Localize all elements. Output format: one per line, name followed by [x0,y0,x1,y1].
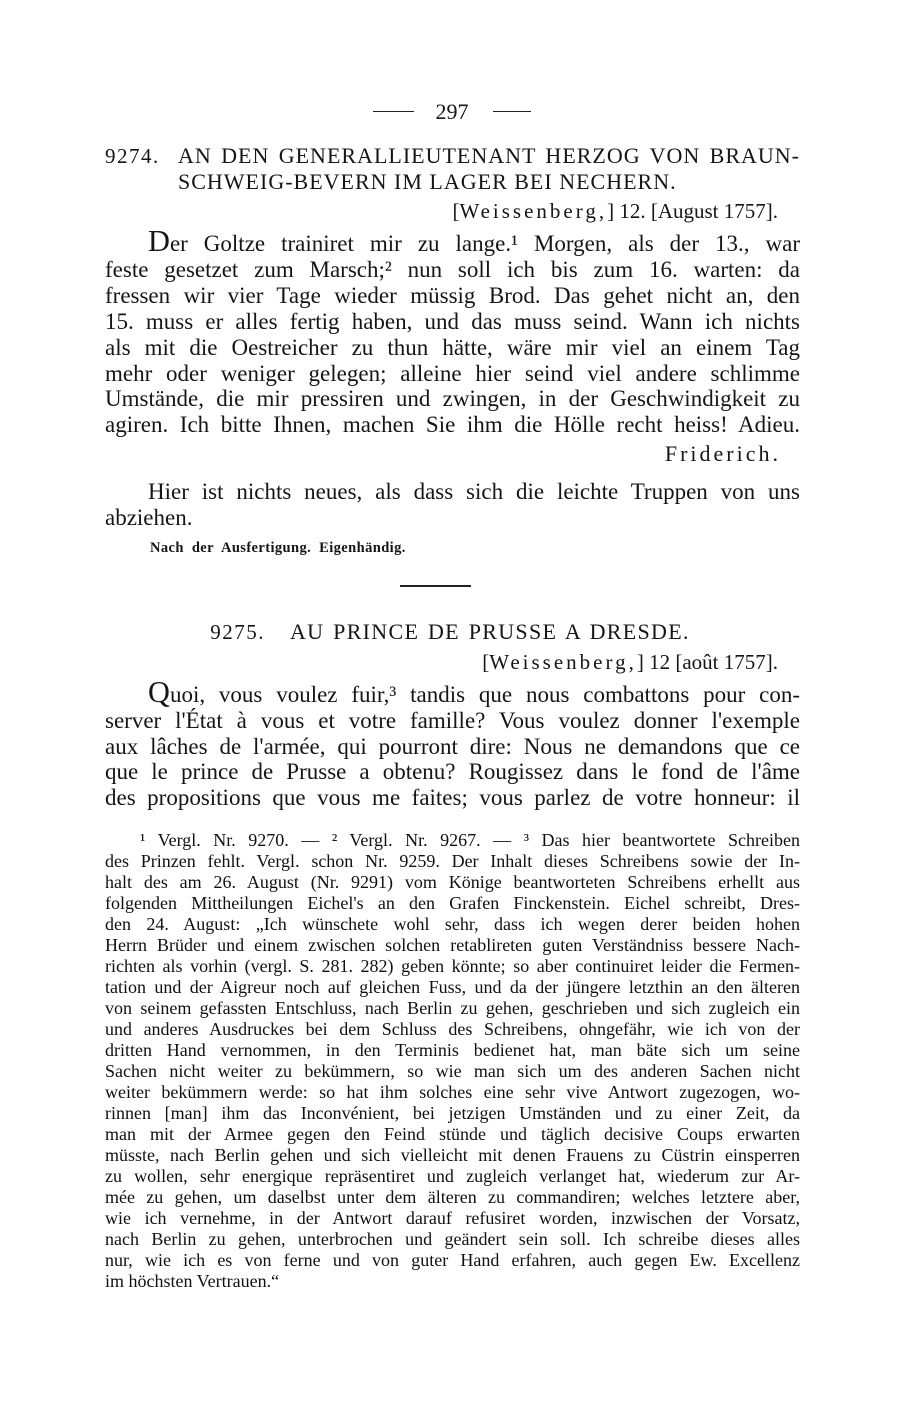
date-place: Weissenberg, [489,649,637,674]
letter-heading-row [0,619,900,645]
heading-line: AN DEN GENERALLIEUTENANT HERZOG VON BRAUN- [178,143,800,168]
page-number: 297 [435,99,469,124]
footnote-line: folgenden Mittheilungen Eichel's an den Grafen Finckenstein. Eichel schreibt, Dres- [105,892,800,913]
footnote-line: müsste, nach Berlin gehen und sich vielleicht mit denen Frauens zu Cüstrin einsperren [105,1144,800,1165]
postscript-line: Hier ist nichts neues, als dass sich die leichte Truppen von uns [148,479,800,504]
date-rest: ] 12 [août 1757]. [636,649,778,674]
body-line: fressen wir vier Tage wieder müssig Brod. Das gehet nicht an, den [105,282,800,308]
body-line: mehr oder weniger gelegen; alleine hier seind viel andere schlimme [105,360,800,386]
letter-number: 9275. [210,619,265,644]
footnotes [105,830,800,1292]
footnote-line: von seinem gefassten Entschluss, nach Berlin zu gehen, geschrieben und sich zugleich ein [105,997,800,1018]
postscript-line: abziehen. [105,504,193,530]
footnote-line: Herrn Brüder und einem zwischen solchen retablireten guten Verständniss bessere Nach- [105,934,800,955]
body-line: 15. muss er alles fertig haben, und das muss seind. Wann ich nichts [105,308,800,334]
footnote-line: des Prinzen fehlt. Vergl. schon Nr. 9259. Der Inhalt dieses Schreibens sowie der In- [105,850,800,871]
body-line: als mit die Oestreicher zu thun hätte, wäre mir viel an einem Tag [105,334,800,360]
footnote-line: tation und der Aigreur noch auf gleichen Fuss, und da der jüngere letzthin an den älteren [105,976,800,997]
body-line: des propositions que vous me faites; vous parlez de votre honneur: il [105,784,800,810]
body-line: feste gesetzet zum Marsch;² nun soll ich bis zum 16. warten: da [105,257,800,283]
footnote-line: mée zu gehen, um daselbst unter dem älteren zu commandiren; welches letztere aber, [105,1186,800,1207]
date-bracket: [ [482,649,490,674]
letter-body [105,675,800,810]
footnote-line: rinnen [man] ihm das Inconvénient, bei jetzigen Umständen und zu einer Zeit, da [105,1102,800,1123]
heading-line: SCHWEIG-BEVERN IM LAGER BEI NECHERN. [178,169,677,194]
date-place: Weissenberg, [459,198,608,223]
body-line: Umstände, die mir pressiren und zwingen, in der Geschwindigkeit zu [105,386,800,412]
footnote-line: ¹ Vergl. Nr. 9270. — ² Vergl. Nr. 9267. — ³ Das hier beantwortete Schreiben [140,829,800,850]
footnote-line: wie ich vernehme, in der Antwort darauf refusiret worden, inzwischen der Vorsatz, [105,1207,800,1228]
letter-heading [178,143,800,195]
footnote-line: halt des am 26. August (Nr. 9291) vom Könige beantworteten Schreibens erhellt aus [105,871,800,892]
footnote-line: und anderes Ausdruckes bei dem Schluss des Schreibens, ohngefähr, wie ich von der [105,1018,800,1039]
section-separator [400,585,471,587]
footnote-line: Sachen nicht weiter zu bekümmern, so wie man sich um des anderen Sachen nicht [105,1060,800,1081]
footnote-line: nach Berlin zu gehen, unterbrochen und geändert sein soll. Ich schreibe dieses alles [105,1228,800,1249]
letter-body [105,224,800,438]
body-line: aux lâches de l'armée, qui pourront dire: Nous ne demandons que ce [105,733,800,759]
letter-date [105,199,778,223]
source-note: Nach der Ausfertigung. Eigenhändig. [150,539,406,556]
footnote-line: weiter bekümmern werde: so hat ihm solches eine sehr vive Antwort zugezogen, wo- [105,1081,800,1102]
body-line: Der Goltze trainiret mir zu lange.¹ Morgen, als der 13., war [148,224,800,259]
footnote-line: den 24. August: „Ich wünschete wohl sehr, dass ich wegen derer beiden hohen [105,913,800,934]
body-line: server l'État à vous et votre famille? Vous voulez donner l'exemple [105,707,800,733]
header-rule-right [493,111,531,112]
letter-date [105,650,778,674]
letter-number: 9274. [105,144,160,168]
heading-line: AU PRINCE DE PRUSSE A DRESDE. [289,618,690,644]
footnote-line: zu wollen, sehr energique repräsentiret und zugleich verlanget hat, wiederum zur Ar- [105,1165,800,1186]
body-line: agiren. Ich bitte Ihnen, machen Sie ihm die Hölle recht heiss! Adieu. [105,412,800,438]
footnote-line: dritten Hand vernommen, in den Terminis bedienet hat, man bäte sich um seine [105,1039,800,1060]
signature: Friderich. [664,441,781,466]
footnote-line: nur, wie ich es von ferne und von guter Hand erfahren, auch gegen Ew. Excellenz [105,1249,800,1270]
footnote-line: man mit der Armee gegen den Feind stünde und täglich decisive Coups erwarten [105,1123,800,1144]
footnote-line: richten als vorhin (vergl. S. 281. 282) geben könnte; so aber continuiret leider die Fermen- [105,955,800,976]
postscript [105,479,800,530]
footnote-line: im höchsten Vertrauen.“ [105,1270,280,1291]
body-line: que le prince de Prusse a obtenu? Rougissez dans le fond de l'âme [105,759,800,785]
body-line: Quoi, vous voulez fuir,³ tandis que nous combattons pour con- [148,675,800,710]
date-bracket: [ [452,198,460,223]
date-rest: ] 12. [August 1757]. [607,198,778,223]
